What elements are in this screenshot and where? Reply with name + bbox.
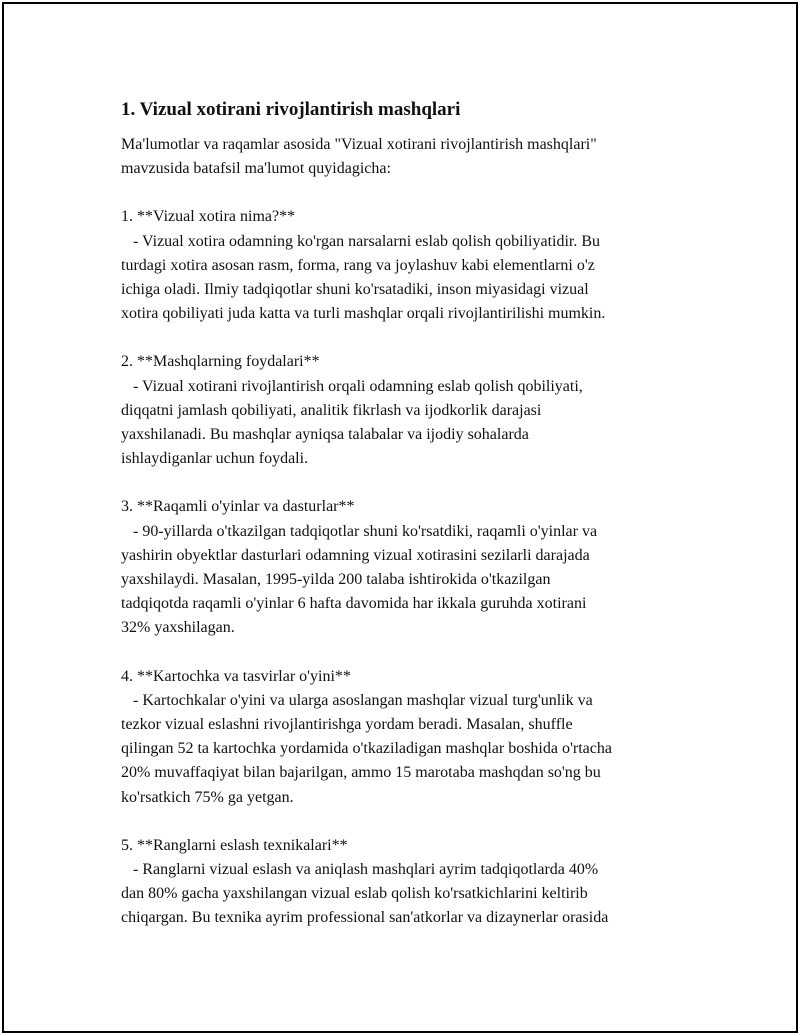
section-line: 20% muvaffaqiyat bilan bajarilgan, ammo 15 marotaba mashqdan so'ng bu [121,764,601,782]
section-color-techniques [121,834,701,931]
section-line: ko'rsatkich 75% ga yetgan. [121,788,294,806]
intro-line: mavzusida batafsil ma'lumot quyidagicha: [121,160,391,178]
section-heading: 2. **Mashqlarning foydalari** [121,353,320,371]
section-line: ichiga oladi. Ilmiy tadqiqotlar shuni ko'rsatadiki, inson miyasidagi vizual [121,281,589,299]
section-line: tadqiqotda raqamli o'yinlar 6 hafta davomida har ikkala guruhda xotirani [121,595,587,613]
section-line: dan 80% gacha yaxshilangan vizual eslab qolish ko'rsatkichlarini keltirib [121,885,588,903]
section-line: - 90-yillarda o'tkazilgan tadqiqotlar shuni ko'rsatdiki, raqamli o'yinlar va [121,522,598,540]
section-heading: 5. **Ranglarni eslash texnikalari** [121,836,348,854]
section-heading: 4. **Kartochka va tasvirlar o'yini** [121,667,351,685]
section-heading: 1. **Vizual xotira nima?** [121,208,296,226]
section-line: xotira qobiliyati juda katta va turli mashqlar orqali rivojlantirilishi mumkin. [121,305,606,323]
section-heading: 3. **Raqamli o'yinlar va dasturlar** [121,498,355,516]
section-line: yaxshilaydi. Masalan, 1995-yilda 200 talaba ishtirokida o'tkazilgan [121,571,551,589]
section-visual-memory [121,205,701,326]
section-line: chiqargan. Bu texnika ayrim professional san'atkorlar va dizaynerlar orasida [121,909,609,927]
section-line: diqqatni jamlash qobiliyati, analitik fikrlash va ijodkorlik darajasi [121,401,542,419]
page-title: 1. Vizual xotirani rivojlantirish mashqlari [121,99,461,120]
document-body [121,97,701,955]
document-page [2,2,798,1033]
section-benefits [121,350,701,471]
section-line: tezkor vizual eslashni rivojlantirishga yordam beradi. Masalan, shuffle [121,716,573,734]
section-card-games [121,665,701,810]
section-line: yaxshilanadi. Bu mashqlar ayniqsa talabalar va ijodiy sohalarda [121,426,529,444]
section-line: yashirin obyektlar dasturlari odamning vizual xotirasini sezilarli darajada [121,546,590,564]
section-line: - Ranglarni vizual eslash va aniqlash mashqlari ayrim tadqiqotlarda 40% [121,861,599,879]
section-line: 32% yaxshilagan. [121,619,235,637]
section-line: turdagi xotira asosan rasm, forma, rang va joylashuv kabi elementlarni o'z [121,256,595,274]
section-digital-games [121,495,701,640]
section-line: - Vizual xotirani rivojlantirish orqali odamning eslab qolish qobiliyati, [121,377,583,395]
section-line: - Kartochkalar o'yini va ularga asoslangan mashqlar vizual turg'unlik va [121,691,593,709]
section-line: - Vizual xotira odamning ko'rgan narsalarni eslab qolish qobiliyatidir. Bu [121,232,601,250]
intro-paragraph [121,133,701,181]
section-line: qilingan 52 ta kartochka yordamida o'tkaziladigan mashqlar boshida o'rtacha [121,740,612,758]
intro-line: Ma'lumotlar va raqamlar asosida "Vizual xotirani rivojlantirish mashqlari" [121,136,597,153]
section-line: ishlaydiganlar uchun foydali. [121,450,309,468]
